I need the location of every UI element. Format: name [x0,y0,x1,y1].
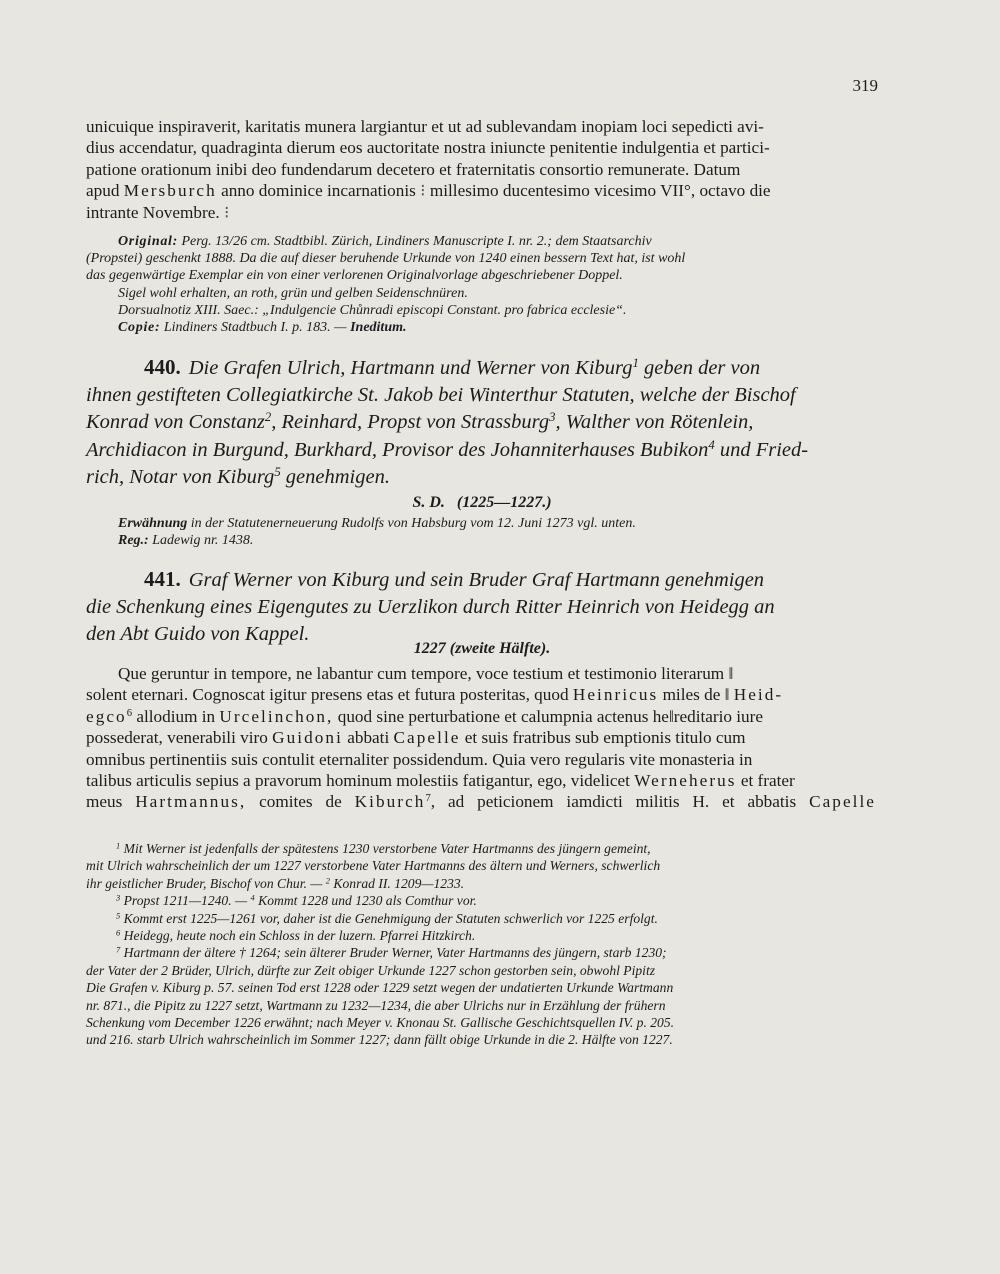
person-name: Werneherus [634,771,737,791]
footnote-line: mit Ulrich wahrscheinlich der um 1227 verstorbene Vater Hartmanns des ältern und Werners, schwerlich [86,858,661,874]
text-line: Que geruntur in tempore, ne labantur cum tempore, voce testium et testimonio literarum ‖ [118,664,734,683]
person-name: Guidoni [272,728,343,748]
line-break-mark: ⁝ [420,181,426,201]
heading-line: die Schenkung eines Eigengutes zu Uerzlikon durch Ritter Heinrich von Heidegg an [86,596,775,619]
footnote-line: ihr geistlicher Bruder, Bischof von Chur. — $^2$ Konrad II. 1209—1233. [86,875,465,891]
place-name: Kiburch [354,792,426,812]
text-line: patione orationum inibi deo fundendarum decetero et fraternitatis consortio remunerate. Datum [86,159,741,179]
ineditum-label: Ineditum. [350,320,407,336]
page-number: 319 [852,76,878,95]
place-name: Heid- [733,685,784,705]
text-line: omnibus pertinentiis suis contulit eternaliter possidendum. Quia vero regularis vite monasteria in [86,749,753,769]
footnote-2: Konrad II. 1209—1233. [333,875,465,891]
heading-line: ihnen gestifteten Collegiatkirche St. Jakob bei Winterthur Statuten, welche der Bischof [86,384,796,407]
place-name: egco [86,706,127,726]
footnote-5: $^5$ Kommt erst 1225—1261 vor, daher ist die Genehmigung der Statuten schwerlich vor 1225 erfolgt. [116,910,658,926]
footnote-ref: 5 [274,464,281,479]
text-line: possederat, venerabili viro Guidoni abbati Capelle et suis fratribus sub emptionis titulo cum [86,728,746,748]
footnote-line: Schenkung vom December 1226 erwähnt; nach Meyer v. Knonau St. Gallische Geschichtsquellen IV. p. 205. [86,1015,675,1031]
document-441-heading [86,566,878,649]
place-name: Capelle [393,728,461,748]
text-line: intrante Novembre. ⁝ [86,202,230,222]
place-name: Mersburch [123,181,217,201]
document-440-date: S. D. (1225—1227.) [412,494,552,511]
previous-document-text [86,116,876,223]
footnote-line: und 216. starb Ulrich wahrscheinlich im Sommer 1227; dann fällt obige Urkunde in die 2. Hälfte von 1227. [86,1032,673,1048]
heading-line: rich, Notar von Kiburg$^5$ genehmigen. [86,464,390,488]
document-441-date: 1227 (zweite Hälfte). [413,640,551,657]
heading-line: den Abt Guido von Kappel. [86,623,310,646]
footnote-ref: 1 [632,356,639,371]
footnote-line: der Vater der 2 Brüder, Ulrich, dürfte zur Zeit obiger Urkunde 1227 schon gestorben sein, obwohl Pipitz [86,962,656,978]
note-reg: Reg.: Ladewig nr. 1438. [118,533,254,549]
footnote-ref: 2 [264,410,272,425]
document-440-heading [86,354,878,491]
note-mention: Erwähnung in der Statutenerneuerung Rudolfs von Habsburg vom 12. Juni 1273 vgl. unten. [118,516,636,531]
footnote-ref: 7 [425,793,431,805]
heading-line: Konrad von Constanz$^2$, Reinhard, Propst von Strassburg$^3$, Walther von Rötenlein, [86,410,754,434]
place-name: Capelle [809,792,877,812]
footnote-3: $^3$ Propst 1211—1240. — $^4$ Kommt 1228 und 1230 als Comthur vor. [116,892,477,909]
text-line: apud Mersburch anno dominice incarnationis ⁝ millesimo ducentesimo vicesimo VII°, octavo die [86,181,771,201]
heading-line: Archidiacon in Burgund, Burkhard, Provisor des Johanniterhauses Bubikon$^4$ und Fried- [86,437,809,461]
text-line: egco$^6$ allodium in Urcelinchon, quod sine perturbatione et calumpnia actenus he‖reditario iure [86,706,764,726]
text-line: dius accendatur, quadraginta dierum eos auctoritate nostra iniuncte penitentie indulgentia et partici- [86,138,770,158]
note-seal: Sigel wohl erhalten, an roth, grün und gelben Seidenschnüren. [118,285,468,301]
footnote-ref: 4 [708,437,715,452]
place-name: Urcelinchon, [219,706,334,726]
document-440-notes [86,515,876,549]
document-441-text [86,663,876,813]
footnote-line: Die Grafen v. Kiburg p. 57. seinen Tod erst 1228 oder 1229 setzt wegen der undatierten Urkunde Wartmann [86,980,674,996]
person-name: Heinricus [572,685,659,705]
text-line: meus Hartmannus, comites de Kiburch$^7$, ad peticionem iamdicti militis H. et abbatis Capelle [86,792,877,812]
text-line: unicuique inspiraverit, karitatis munera largiantur et ut ad sublevandam inopiam loci sepedicti avi- [86,117,764,136]
document-number: 441. [144,567,181,591]
heading-line: 440. Die Grafen Ulrich, Hartmann und Werner von Kiburg$^1$ geben der von [144,355,761,379]
footnote-line: nr. 871., die Pipitz zu 1227 setzt, Wartmann zu 1232—1234, die aber Ulrichs nur in Erzählung der frühern [86,997,666,1013]
heading-line: 441. Graf Werner von Kiburg und sein Bruder Graf Hartmann genehmigen [144,567,765,591]
footnote-6: $^6$ Heidegg, heute noch ein Schloss in der luzern. Pfarrei Hitzkirch. [116,927,476,944]
line-break-mark: ⁝ [223,202,230,222]
note-line: das gegenwärtige Exemplar ein von einer verlorenen Originalvorlage abgeschriebener Doppel. [86,268,623,284]
text-line: solent eternari. Cognoscat igitur presens etas et futura posteritas, quod Heinricus miles de ‖ Heid- [86,685,784,705]
footnote-ref: 3 [549,410,556,425]
previous-document-notes [86,233,876,336]
footnote-1: $^1$ Mit Werner ist jedenfalls der spätestens 1230 verstorbene Vater Hartmanns des jüngern gemeint, [116,840,651,856]
footnote-ref: 6 [126,707,133,719]
footnote-7: $^7$ Hartmann der ältere † 1264; sein älterer Bruder Werner, Vater Hartmanns des jüngern, starb 1230; [116,944,667,961]
note-line: (Propstei) geschenkt 1888. Da die auf dieser beruhende Urkunde von 1240 einen bessern Text hat, ist wohl [86,251,686,267]
footnotes [86,840,876,1049]
note-original: Original: Perg. 13/26 cm. Stadtbibl. Zürich, Lindiners Manuscripte I. nr. 2.; dem Staatsarchiv [118,234,652,249]
footnote-4: Kommt 1228 und 1230 als Comthur vor. [258,893,477,909]
person-name: Hartmannus, [135,792,247,812]
document-number: 440. [144,355,181,379]
note-dorsual: Dorsualnotiz XIII. Saec.: „Indulgencie Chůnradi episcopi Constant. pro fabrica ecclesie“. [118,302,627,318]
note-copie: Copie: Lindiners Stadtbuch I. p. 183. — Ineditum. [118,320,407,336]
text-line: talibus articulis sepius a pravorum hominum molestiis fatigantur, ego, videlicet Werneherus et frater [86,771,795,791]
